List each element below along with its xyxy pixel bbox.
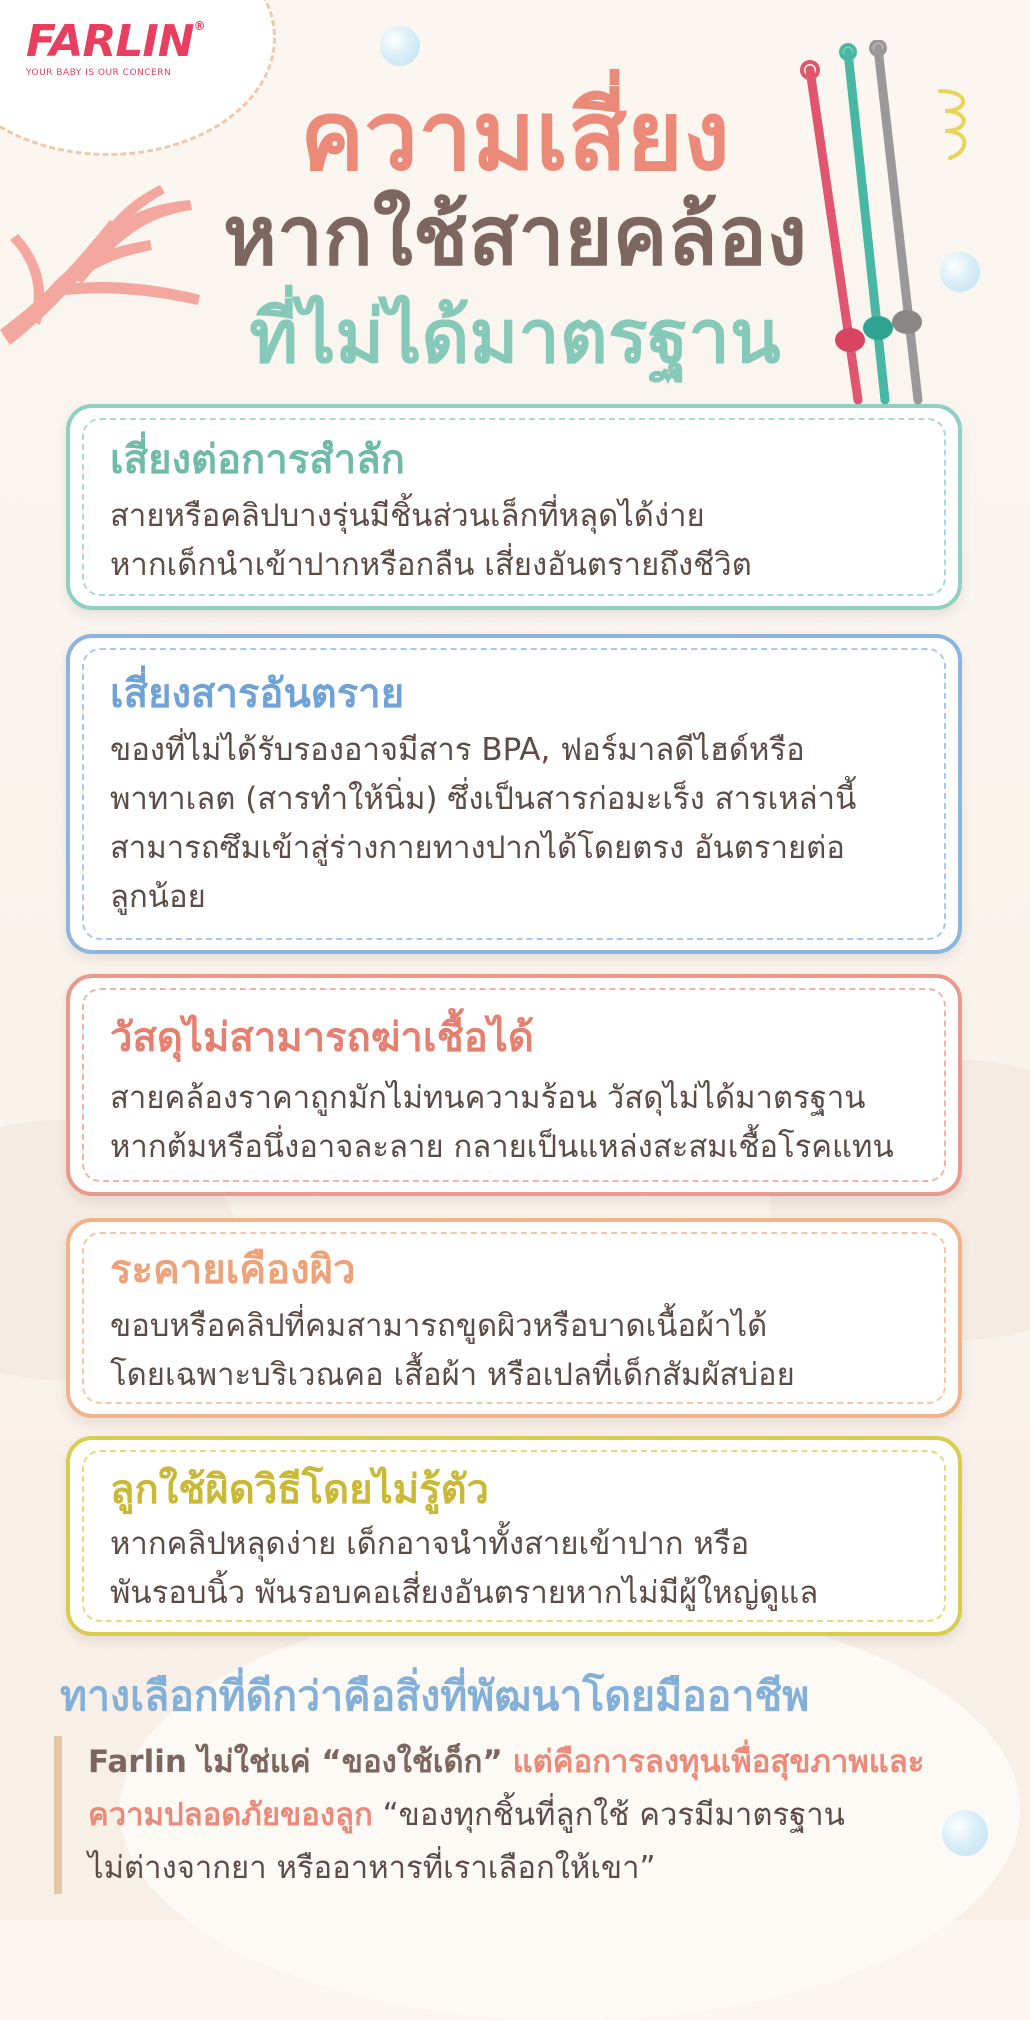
risk-card-line: สายหรือคลิปบางรุ่นมีชิ้นส่วนเล็กที่หลุดได้ง่าย — [110, 498, 705, 534]
risk-card-line: หากเด็กนำเข้าปากหรือกลืน เสี่ยงอันตรายถึงชีวิต — [110, 547, 752, 583]
risk-card-line: พันรอบนิ้ว พันรอบคอเสี่ยงอันตรายหากไม่มีผู้ใหญ่ดูแล — [110, 1575, 819, 1611]
risk-card-line: โดยเฉพาะบริเวณคอ เสื้อผ้า หรือเปลที่เด็กสัมผัสบ่อย — [110, 1357, 795, 1393]
quote-text-2: ไม่ต่างจากยา หรืออาหารที่เราเลือกให้เขา” — [88, 1850, 656, 1886]
risk-card-misuse — [66, 1436, 962, 1636]
quote-brand-text: Farlin ไม่ใช่แค่ “ของใช้เด็ก” — [88, 1744, 503, 1780]
risk-card-line: หากคลิปหลุดง่าย เด็กอาจนำทั้งสายเข้าปาก หรือ — [110, 1526, 750, 1562]
quote-highlight-2: ความปลอดภัยของลูก — [88, 1797, 373, 1833]
title-line-1: ความเสี่ยง — [300, 80, 730, 192]
risk-card-title: เสี่ยงต่อการสำลัก — [110, 437, 405, 483]
risk-card-hazardous-chemicals — [66, 634, 962, 954]
risk-card-line: พาทาเลต (สารทำให้นิ่ม) ซึ่งเป็นสารก่อมะเร็ง สารเหล่านี้ — [110, 781, 857, 817]
risk-card-title: ระคายเคืองผิว — [110, 1247, 356, 1293]
brand-tagline: YOUR BABY IS OUR CONCERN — [26, 68, 172, 78]
risk-card-body — [110, 726, 928, 922]
risk-card-title: ลูกใช้ผิดวิธีโดยไม่รู้ตัว — [110, 1467, 490, 1513]
risk-card-cannot-sterilize — [66, 974, 962, 1196]
risk-card-title: วัสดุไม่สามารถฆ่าเชื้อได้ — [110, 1015, 534, 1061]
risk-card-body — [110, 492, 928, 590]
risk-card-line: หากต้มหรือนึ่งอาจละลาย กลายเป็นแหล่งสะสมเชื้อโรคแทน — [110, 1129, 894, 1165]
risk-card-body — [110, 1074, 928, 1172]
closing-quote — [88, 1736, 1008, 1895]
risk-card-body — [110, 1520, 928, 1618]
risk-card-line: สายคล้องราคาถูกมักไม่ทนความร้อน วัสดุไม่ได้มาตรฐาน — [110, 1080, 866, 1116]
brand-name: FARLIN — [26, 16, 194, 67]
risk-card-title: เสี่ยงสารอันตราย — [110, 671, 405, 717]
brand-logo — [26, 16, 205, 78]
title-line-3: ที่ไม่ได้มาตรฐาน — [249, 294, 781, 380]
registered-mark: ® — [193, 19, 205, 33]
quote-text-1: “ของทุกชิ้นที่ลูกใช้ ควรมีมาตรฐาน — [382, 1797, 845, 1833]
better-choice-heading: ทางเลือกที่ดีกว่าคือสิ่งที่พัฒนาโดยมืออาชีพ — [60, 1672, 810, 1720]
risk-card-body — [110, 1302, 928, 1400]
quote-highlight-1: แต่คือการลงทุนเพื่อสุขภาพและ — [512, 1744, 925, 1780]
risk-card-skin-irritation — [66, 1218, 962, 1418]
quote-bar — [54, 1736, 62, 1894]
risk-card-line: ลูกน้อย — [110, 879, 206, 915]
title-line-2: หากใช้สายคล้อง — [223, 189, 807, 284]
risk-card-line: ของที่ไม่ได้รับรองอาจมีสาร BPA, ฟอร์มาลดีไฮด์หรือ — [110, 732, 805, 768]
bubble-decoration — [380, 26, 420, 66]
risk-card-line: สามารถซึมเข้าสู่ร่างกายทางปากได้โดยตรง อันตรายต่อ — [110, 830, 845, 866]
risk-card-choking — [66, 404, 962, 610]
risk-card-line: ขอบหรือคลิปที่คมสามารถขูดผิวหรือบาดเนื้อผ้าได้ — [110, 1308, 768, 1344]
